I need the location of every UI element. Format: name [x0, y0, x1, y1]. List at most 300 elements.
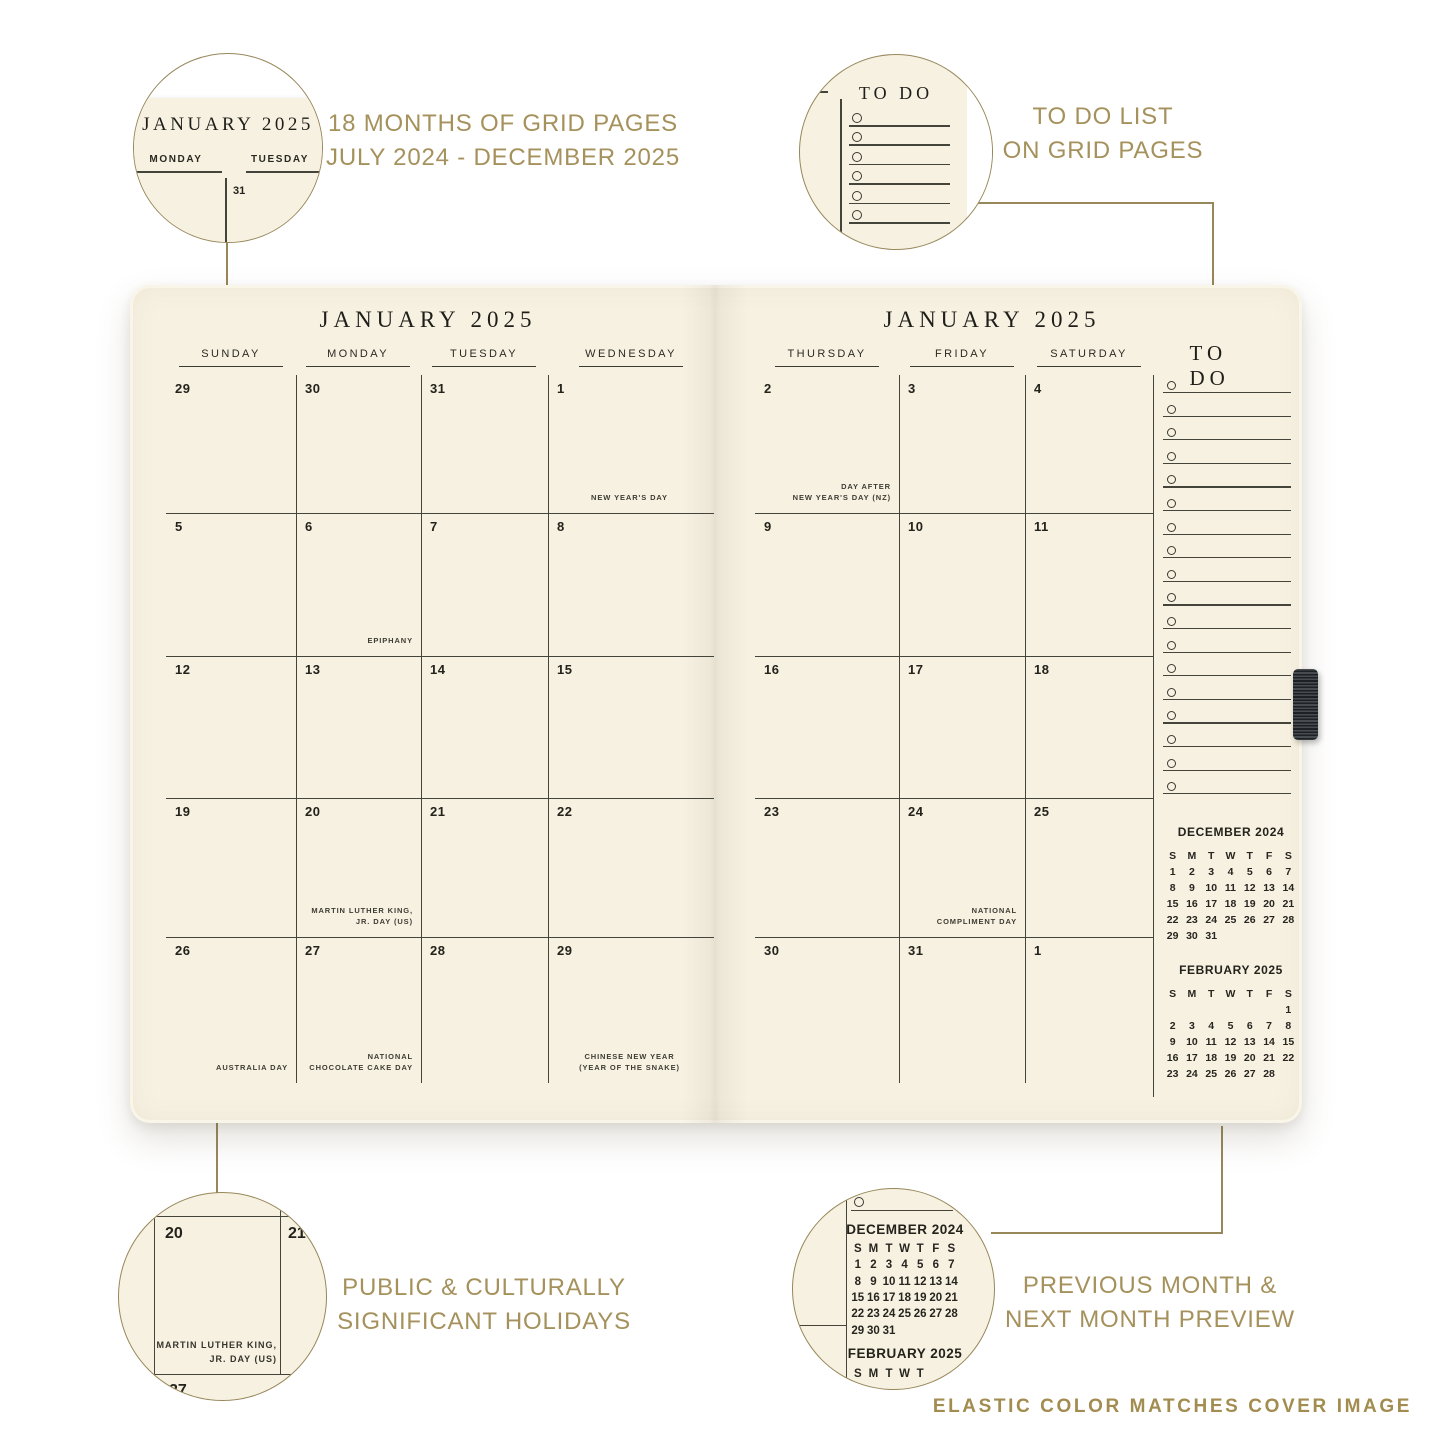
- callout-month-preview: [792, 1188, 995, 1390]
- annotation-line: SIGNIFICANT HOLIDAYS: [337, 1308, 631, 1335]
- date-number: 26: [175, 943, 191, 958]
- mini-calendar-day: 27: [1243, 1068, 1256, 1080]
- mini-calendar-day: T: [916, 1368, 924, 1380]
- mini-calendar-day: 18: [898, 1291, 911, 1304]
- mini-calendar-day: 24: [1205, 914, 1218, 926]
- mini-calendar-week: [850, 1308, 959, 1320]
- mini-calendar-day: 29: [851, 1324, 865, 1337]
- todo-circle: [852, 113, 862, 123]
- mini-calendar-day: 6: [932, 1259, 939, 1272]
- callout-dec-title: DECEMBER 2024: [846, 1222, 964, 1237]
- day-header-underline: [775, 366, 879, 367]
- right-page-title: JANUARY 2025: [883, 307, 1101, 332]
- date-number: 18: [1034, 662, 1050, 677]
- todo-circle: [1167, 711, 1176, 720]
- annotation-line: NEXT MONTH PREVIEW: [1005, 1306, 1295, 1333]
- todo-rule: [851, 1210, 953, 1211]
- holiday-label: NEW YEAR'S DAY: [591, 493, 668, 503]
- calendar-cell: [899, 513, 1025, 656]
- mini-calendar-day: 13: [1243, 1036, 1256, 1048]
- mini-calendar-day: 6: [1246, 1020, 1253, 1032]
- date-number: 11: [1034, 519, 1049, 534]
- todo-circle: [1167, 641, 1176, 650]
- holiday-label: NATIONAL CHOCOLATE CAKE DAY: [309, 1051, 413, 1073]
- todo-circle: [1167, 499, 1176, 508]
- mini-calendar-week: [1163, 898, 1298, 910]
- mini-calendar-day: 4: [1208, 1020, 1215, 1032]
- todo-divider-line: [1153, 375, 1154, 1097]
- mini-calendar-day: 25: [1224, 914, 1237, 926]
- holiday-label: NATIONAL COMPLIMENT DAY: [936, 905, 1017, 927]
- mini-calendar-day: 20: [1263, 898, 1275, 910]
- row-line-fragment: [793, 1325, 846, 1326]
- calendar-cell: [166, 513, 296, 656]
- mini-calendar-day: 18: [1205, 1052, 1218, 1064]
- calendar-cell: [755, 937, 899, 1083]
- day-header: FRIDAY: [935, 348, 989, 360]
- calendar-cell: [166, 798, 296, 937]
- calendar-cell: [421, 513, 548, 656]
- todo-rule: [849, 164, 950, 166]
- mini-calendar-day: [1259, 930, 1278, 942]
- elastic-pen-loop: [1293, 669, 1318, 740]
- todo-circle: [1167, 428, 1176, 437]
- calendar-cell: [548, 375, 714, 513]
- mini-calendar-week: [1163, 1020, 1298, 1032]
- callout-day-monday: MONDAY: [149, 154, 203, 165]
- todo-rule: [1163, 557, 1291, 558]
- date-number: 25: [1034, 804, 1050, 819]
- mini-calendar-day: 17: [1205, 898, 1218, 910]
- mini-calendar-day: [912, 1325, 928, 1337]
- mini-calendar-week: [850, 1292, 959, 1304]
- mini-calendar-day: 16: [866, 1291, 880, 1304]
- day-header-underline: [579, 366, 683, 367]
- mini-calendar-day: 28: [1263, 1068, 1275, 1080]
- mini-calendar-day: 19: [1224, 1052, 1237, 1064]
- mini-calendar-day: 10: [1186, 1036, 1198, 1048]
- todo-rule: [1163, 770, 1291, 771]
- mini-calendar-day: S: [1169, 850, 1177, 862]
- mini-calendar-day: 28: [944, 1308, 958, 1321]
- mini-calendar-day: 8: [854, 1275, 861, 1288]
- mini-calendar-day: 9: [1169, 1036, 1176, 1048]
- mini-calendar-day: 21: [944, 1291, 958, 1304]
- callout-date-31: 31: [233, 185, 246, 197]
- mini-calendar-day: 5: [1246, 866, 1253, 878]
- mini-calendar-day: 4: [901, 1259, 908, 1272]
- mini-calendar-week: [1163, 882, 1298, 894]
- mini-calendar-day: 11: [1224, 882, 1237, 894]
- annotation-line: ON GRID PAGES: [1002, 137, 1204, 164]
- date-number: 2: [764, 381, 772, 396]
- connector-bottom-right-horizontal: [991, 1232, 1223, 1234]
- date-number: 30: [305, 381, 321, 396]
- mini-calendar-day: W: [1225, 988, 1236, 1000]
- calendar-cell: [421, 375, 548, 513]
- todo-circle: [852, 191, 862, 201]
- left-page-title: JANUARY 2025: [319, 307, 537, 332]
- todo-rule: [849, 183, 950, 185]
- mini-calendar-day: 26: [1224, 1068, 1237, 1080]
- calendar-cell: [899, 375, 1025, 513]
- mini-calendar-day: 15: [851, 1291, 865, 1304]
- mini-calendar-day: 10: [1205, 882, 1218, 894]
- mini-calendar-week: [1163, 1036, 1298, 1048]
- mini-calendar-day: [944, 1325, 960, 1337]
- day-header: SUNDAY: [201, 348, 261, 360]
- calendar-cell: [296, 375, 421, 513]
- date-number: 6: [305, 519, 313, 534]
- header-underline: [246, 171, 323, 173]
- calendar-cell: [1025, 937, 1153, 1083]
- mini-calendar-day: 23: [1166, 1068, 1179, 1080]
- mini-calendar-day: 27: [1263, 914, 1275, 926]
- calendar-cell: [1025, 375, 1153, 513]
- mini-calendar-day: 6: [1266, 866, 1272, 878]
- mini-calendar-day: 14: [1263, 1036, 1275, 1048]
- mini-calendar-day: [1240, 930, 1259, 942]
- mini-calendar-day: 31: [1205, 930, 1218, 942]
- mini-calendar-day: S: [1169, 988, 1177, 1000]
- date-number: 31: [430, 381, 446, 396]
- day-header-underline: [910, 366, 1014, 367]
- date-number: 16: [764, 662, 780, 677]
- mini-calendar-day: 23: [866, 1308, 880, 1321]
- mini-calendar-day: 17: [1186, 1052, 1198, 1064]
- date-number: 30: [764, 943, 780, 958]
- mini-calendar-day: 11: [1205, 1036, 1217, 1048]
- mini-calendar-day: 17: [882, 1291, 896, 1304]
- callout-month-title: JANUARY 2025: [142, 114, 314, 135]
- date-number: 29: [557, 943, 573, 958]
- mini-calendar-day: F: [932, 1243, 940, 1255]
- todo-rule: [1163, 510, 1291, 511]
- mini-calendar-day: S: [853, 1243, 862, 1255]
- todo-circle: [1167, 381, 1176, 390]
- mini-calendar-day: [1240, 1004, 1259, 1016]
- todo-circle: [1167, 782, 1176, 791]
- todo-rule: [849, 203, 950, 205]
- mini-calendar-day: 7: [1266, 1020, 1272, 1032]
- mini-calendar-week: [850, 1325, 959, 1337]
- mini-calendar-day: 13: [1263, 882, 1275, 894]
- calendar-cell: [755, 656, 899, 798]
- mini-calendar-day: 5: [1227, 1020, 1234, 1032]
- calendar-cell: [421, 937, 548, 1083]
- mini-calendar-day: [1221, 930, 1240, 942]
- callout-holiday: [118, 1192, 327, 1401]
- mini-calendar-day: 20: [929, 1291, 943, 1304]
- mini-calendar-day: 20: [1243, 1052, 1256, 1064]
- calendar-cell: [296, 937, 421, 1083]
- mini-calendar-day: [1259, 1004, 1278, 1016]
- todo-rule: [1163, 793, 1291, 794]
- calendar-cell: [755, 375, 899, 513]
- callout-feb-dow: [850, 1368, 928, 1380]
- mini-calendar-day: 29: [1166, 930, 1179, 942]
- mini-calendar-day: 7: [948, 1259, 955, 1272]
- todo-rule: [1163, 534, 1291, 535]
- mini-calendar-day: 1: [1285, 1004, 1292, 1016]
- callout-feb-title: FEBRUARY 2025: [847, 1346, 963, 1361]
- page-edge: [967, 55, 992, 249]
- callout-day-tuesday: TUESDAY: [250, 154, 310, 165]
- date-number: 22: [557, 804, 573, 819]
- date-number: 10: [908, 519, 924, 534]
- mini-calendar-day: W: [899, 1243, 910, 1255]
- callout-todo-title: TO DO: [858, 83, 934, 103]
- todo-rule: [1163, 392, 1291, 393]
- calendar-cell: [548, 798, 714, 937]
- mini-calendar-day: 24: [882, 1308, 896, 1321]
- mini-calendar-day: 2: [1169, 1020, 1176, 1032]
- todo-rule: [1163, 604, 1291, 605]
- date-number: 28: [430, 943, 446, 958]
- todo-title: TO DO: [1189, 341, 1230, 390]
- callout-date-20: 20: [165, 1225, 183, 1242]
- mini-calendar-day: [1202, 1004, 1221, 1016]
- mini-calendar-title: FEBRUARY 2025: [1179, 963, 1283, 977]
- mini-calendar-dow: [1163, 850, 1298, 862]
- column-line: [225, 178, 227, 243]
- day-header: WEDNESDAY: [585, 348, 677, 360]
- day-header-underline: [432, 366, 536, 367]
- day-header: SATURDAY: [1050, 348, 1128, 360]
- annotation-holidays: [337, 1271, 631, 1339]
- mini-calendar-day: 9: [870, 1275, 877, 1288]
- mini-calendar-day: T: [885, 1368, 893, 1380]
- callout-date-21: 21: [288, 1225, 306, 1242]
- mini-calendar-day: M: [1187, 850, 1197, 862]
- calendar-cell: [899, 656, 1025, 798]
- calendar-cell: [755, 798, 899, 937]
- todo-circle: [1167, 452, 1176, 461]
- mini-calendar-dow: [850, 1243, 959, 1255]
- calendar-cell: [166, 375, 296, 513]
- mini-calendar-week: [1163, 914, 1298, 926]
- date-number: 1: [1034, 943, 1042, 958]
- date-number: 15: [557, 662, 573, 677]
- mini-calendar-day: M: [1187, 988, 1197, 1000]
- day-header: MONDAY: [327, 348, 389, 360]
- calendar-cell: [548, 656, 714, 798]
- mini-calendar-day: 9: [1189, 882, 1195, 894]
- margin-line: [805, 91, 828, 93]
- date-number: 20: [305, 804, 321, 819]
- day-header-underline: [179, 366, 283, 367]
- annotation-month-preview: [1005, 1269, 1295, 1337]
- mini-calendar-week: [1163, 1068, 1298, 1080]
- mini-calendar-day: 26: [913, 1308, 927, 1321]
- todo-circle: [1167, 405, 1176, 414]
- calendar-cell: [296, 798, 421, 937]
- mini-calendar-dow: [1163, 988, 1298, 1000]
- date-number: 23: [764, 804, 780, 819]
- holiday-label: EPIPHANY: [367, 636, 413, 646]
- mini-calendar-day: 30: [866, 1324, 880, 1337]
- todo-circle: [1167, 664, 1176, 673]
- date-number: 21: [430, 804, 446, 819]
- date-number: 13: [305, 662, 321, 677]
- mini-calendar-day: [928, 1325, 944, 1337]
- mini-calendar-day: F: [1265, 988, 1273, 1000]
- mini-calendar-day: 1: [1169, 866, 1176, 878]
- cell-border-right: [280, 1193, 281, 1374]
- mini-calendar-day: [1182, 1004, 1201, 1016]
- todo-rule: [1163, 416, 1291, 417]
- mini-calendar-day: F: [1265, 850, 1273, 862]
- mini-calendar-day: M: [868, 1243, 879, 1255]
- todo-circle: [852, 171, 862, 181]
- day-header-underline: [306, 366, 410, 367]
- connector-bottom-right-vertical: [1221, 1126, 1223, 1234]
- date-number: 9: [764, 519, 772, 534]
- mini-calendar-day: 22: [851, 1308, 865, 1321]
- day-header: TUESDAY: [450, 348, 518, 360]
- mini-calendar-day: T: [1207, 988, 1215, 1000]
- todo-circle: [1167, 735, 1176, 744]
- date-number: 27: [305, 943, 321, 958]
- todo-rule: [1163, 463, 1291, 464]
- calendar-cell: [166, 656, 296, 798]
- todo-rule: [1163, 746, 1291, 747]
- mini-calendar-day: W: [1225, 850, 1236, 862]
- mini-calendar-day: 4: [1227, 866, 1234, 878]
- todo-rule: [1163, 581, 1291, 582]
- mini-calendar-day: 22: [1166, 914, 1179, 926]
- mini-calendar-day: 16: [1186, 898, 1198, 910]
- todo-rule: [849, 125, 950, 127]
- mini-calendar-week: [1163, 1052, 1298, 1064]
- todo-circle: [852, 210, 862, 220]
- mini-calendar-day: 7: [1285, 866, 1292, 878]
- header-underline: [136, 171, 222, 173]
- holiday-label: CHINESE NEW YEAR (YEAR OF THE SNAKE): [579, 1051, 680, 1073]
- todo-circle: [1167, 546, 1176, 555]
- mini-calendar-day: 15: [1166, 898, 1179, 910]
- mini-calendar-day: M: [868, 1368, 879, 1380]
- mini-calendar-week: [1163, 866, 1298, 878]
- mini-calendar-day: 1: [854, 1259, 861, 1272]
- todo-rule: [1163, 628, 1291, 629]
- mini-calendar-day: 16: [1166, 1052, 1179, 1064]
- todo-rule: [1163, 699, 1291, 700]
- holiday-label: DAY AFTER NEW YEAR'S DAY (NZ): [792, 481, 891, 503]
- calendar-cell: [899, 937, 1025, 1083]
- callout-holiday-label: MARTIN LUTHER KING, JR. DAY (US): [156, 1340, 277, 1364]
- date-number: 4: [1034, 381, 1042, 396]
- mini-calendar-day: T: [1246, 850, 1253, 862]
- holiday-label: MARTIN LUTHER KING, JR. DAY (US): [311, 905, 413, 927]
- date-number: 17: [908, 662, 924, 677]
- todo-rule: [849, 144, 950, 146]
- mini-calendar-day: 8: [1169, 882, 1176, 894]
- mini-calendar-day: 10: [882, 1275, 896, 1288]
- todo-circle: [1167, 593, 1176, 602]
- mini-calendar-day: 5: [916, 1259, 924, 1272]
- mini-calendar-day: S: [853, 1368, 862, 1380]
- todo-circle: [852, 152, 862, 162]
- todo-rule: [1163, 722, 1291, 723]
- mini-calendar-day: 3: [1208, 866, 1215, 878]
- todo-rule: [1163, 652, 1291, 653]
- annotation-line: PUBLIC & CULTURALLY: [342, 1274, 626, 1301]
- mini-calendar-day: 25: [898, 1308, 911, 1321]
- mini-calendar-day: 19: [1243, 898, 1256, 910]
- mini-calendar-day: 12: [913, 1275, 927, 1288]
- calendar-cell: [548, 937, 714, 1083]
- annotation-line: 18 MONTHS OF GRID PAGES: [327, 110, 678, 137]
- day-header-underline: [1037, 366, 1141, 367]
- todo-circle: [1167, 688, 1176, 697]
- calendar-cell: [166, 937, 296, 1083]
- annotation-grid-pages: [326, 107, 680, 175]
- calendar-cell: [296, 656, 421, 798]
- todo-circle: [852, 132, 862, 142]
- cell-border-left: [154, 1193, 155, 1374]
- mini-calendar-day: [1221, 1004, 1240, 1016]
- elastic-note: ELASTIC COLOR MATCHES COVER IMAGE: [932, 1396, 1412, 1417]
- date-number: 7: [430, 519, 438, 534]
- mini-calendar-day: 23: [1186, 914, 1198, 926]
- calendar-cell: [1025, 656, 1153, 798]
- todo-circle: [1167, 523, 1176, 532]
- mini-calendar-day: 8: [1285, 1020, 1292, 1032]
- date-number: 14: [430, 662, 446, 677]
- date-number: 24: [908, 804, 924, 819]
- day-header: THURSDAY: [787, 348, 867, 360]
- calendar-cell: [899, 798, 1025, 937]
- calendar-cell: [1025, 513, 1153, 656]
- todo-circle: [1167, 759, 1176, 768]
- todo-circle: [1167, 475, 1176, 484]
- mini-calendar-day: [1279, 1068, 1298, 1080]
- mini-calendar-day: 27: [929, 1308, 943, 1321]
- mini-calendar-day: [897, 1325, 913, 1337]
- date-number: 19: [175, 804, 191, 819]
- todo-circle: [1167, 617, 1176, 626]
- mini-calendar-day: T: [1207, 850, 1215, 862]
- mini-calendar-day: 15: [1282, 1036, 1295, 1048]
- calendar-cell: [548, 513, 714, 656]
- mini-calendar-day: T: [916, 1243, 924, 1255]
- mini-calendar-week: [850, 1276, 959, 1288]
- mini-calendar-day: 11: [898, 1275, 911, 1288]
- mini-calendar-day: 2: [1189, 866, 1195, 878]
- todo-rule: [1163, 486, 1291, 487]
- date-number: 12: [175, 662, 191, 677]
- annotation-line: JULY 2024 - DECEMBER 2025: [326, 144, 680, 171]
- planner-spread: [130, 285, 1302, 1123]
- mini-calendar-day: 13: [929, 1275, 943, 1288]
- todo-circle: [854, 1197, 864, 1207]
- holiday-label: AUSTRALIA DAY: [216, 1063, 288, 1073]
- date-number: 31: [908, 943, 924, 958]
- mini-calendar-day: S: [1284, 850, 1292, 862]
- mini-calendar-day: [1279, 930, 1298, 942]
- calendar-cell: [296, 513, 421, 656]
- date-number: 3: [908, 381, 916, 396]
- mini-calendar-day: 12: [1224, 1036, 1237, 1048]
- date-number: 5: [175, 519, 183, 534]
- mini-calendar-day: 21: [1282, 898, 1295, 910]
- mini-calendar-week: [1163, 930, 1298, 942]
- column-line: [840, 99, 842, 249]
- mini-calendar-day: 14: [1282, 882, 1295, 894]
- mini-calendar-day: 18: [1224, 898, 1237, 910]
- todo-circle: [1167, 570, 1176, 579]
